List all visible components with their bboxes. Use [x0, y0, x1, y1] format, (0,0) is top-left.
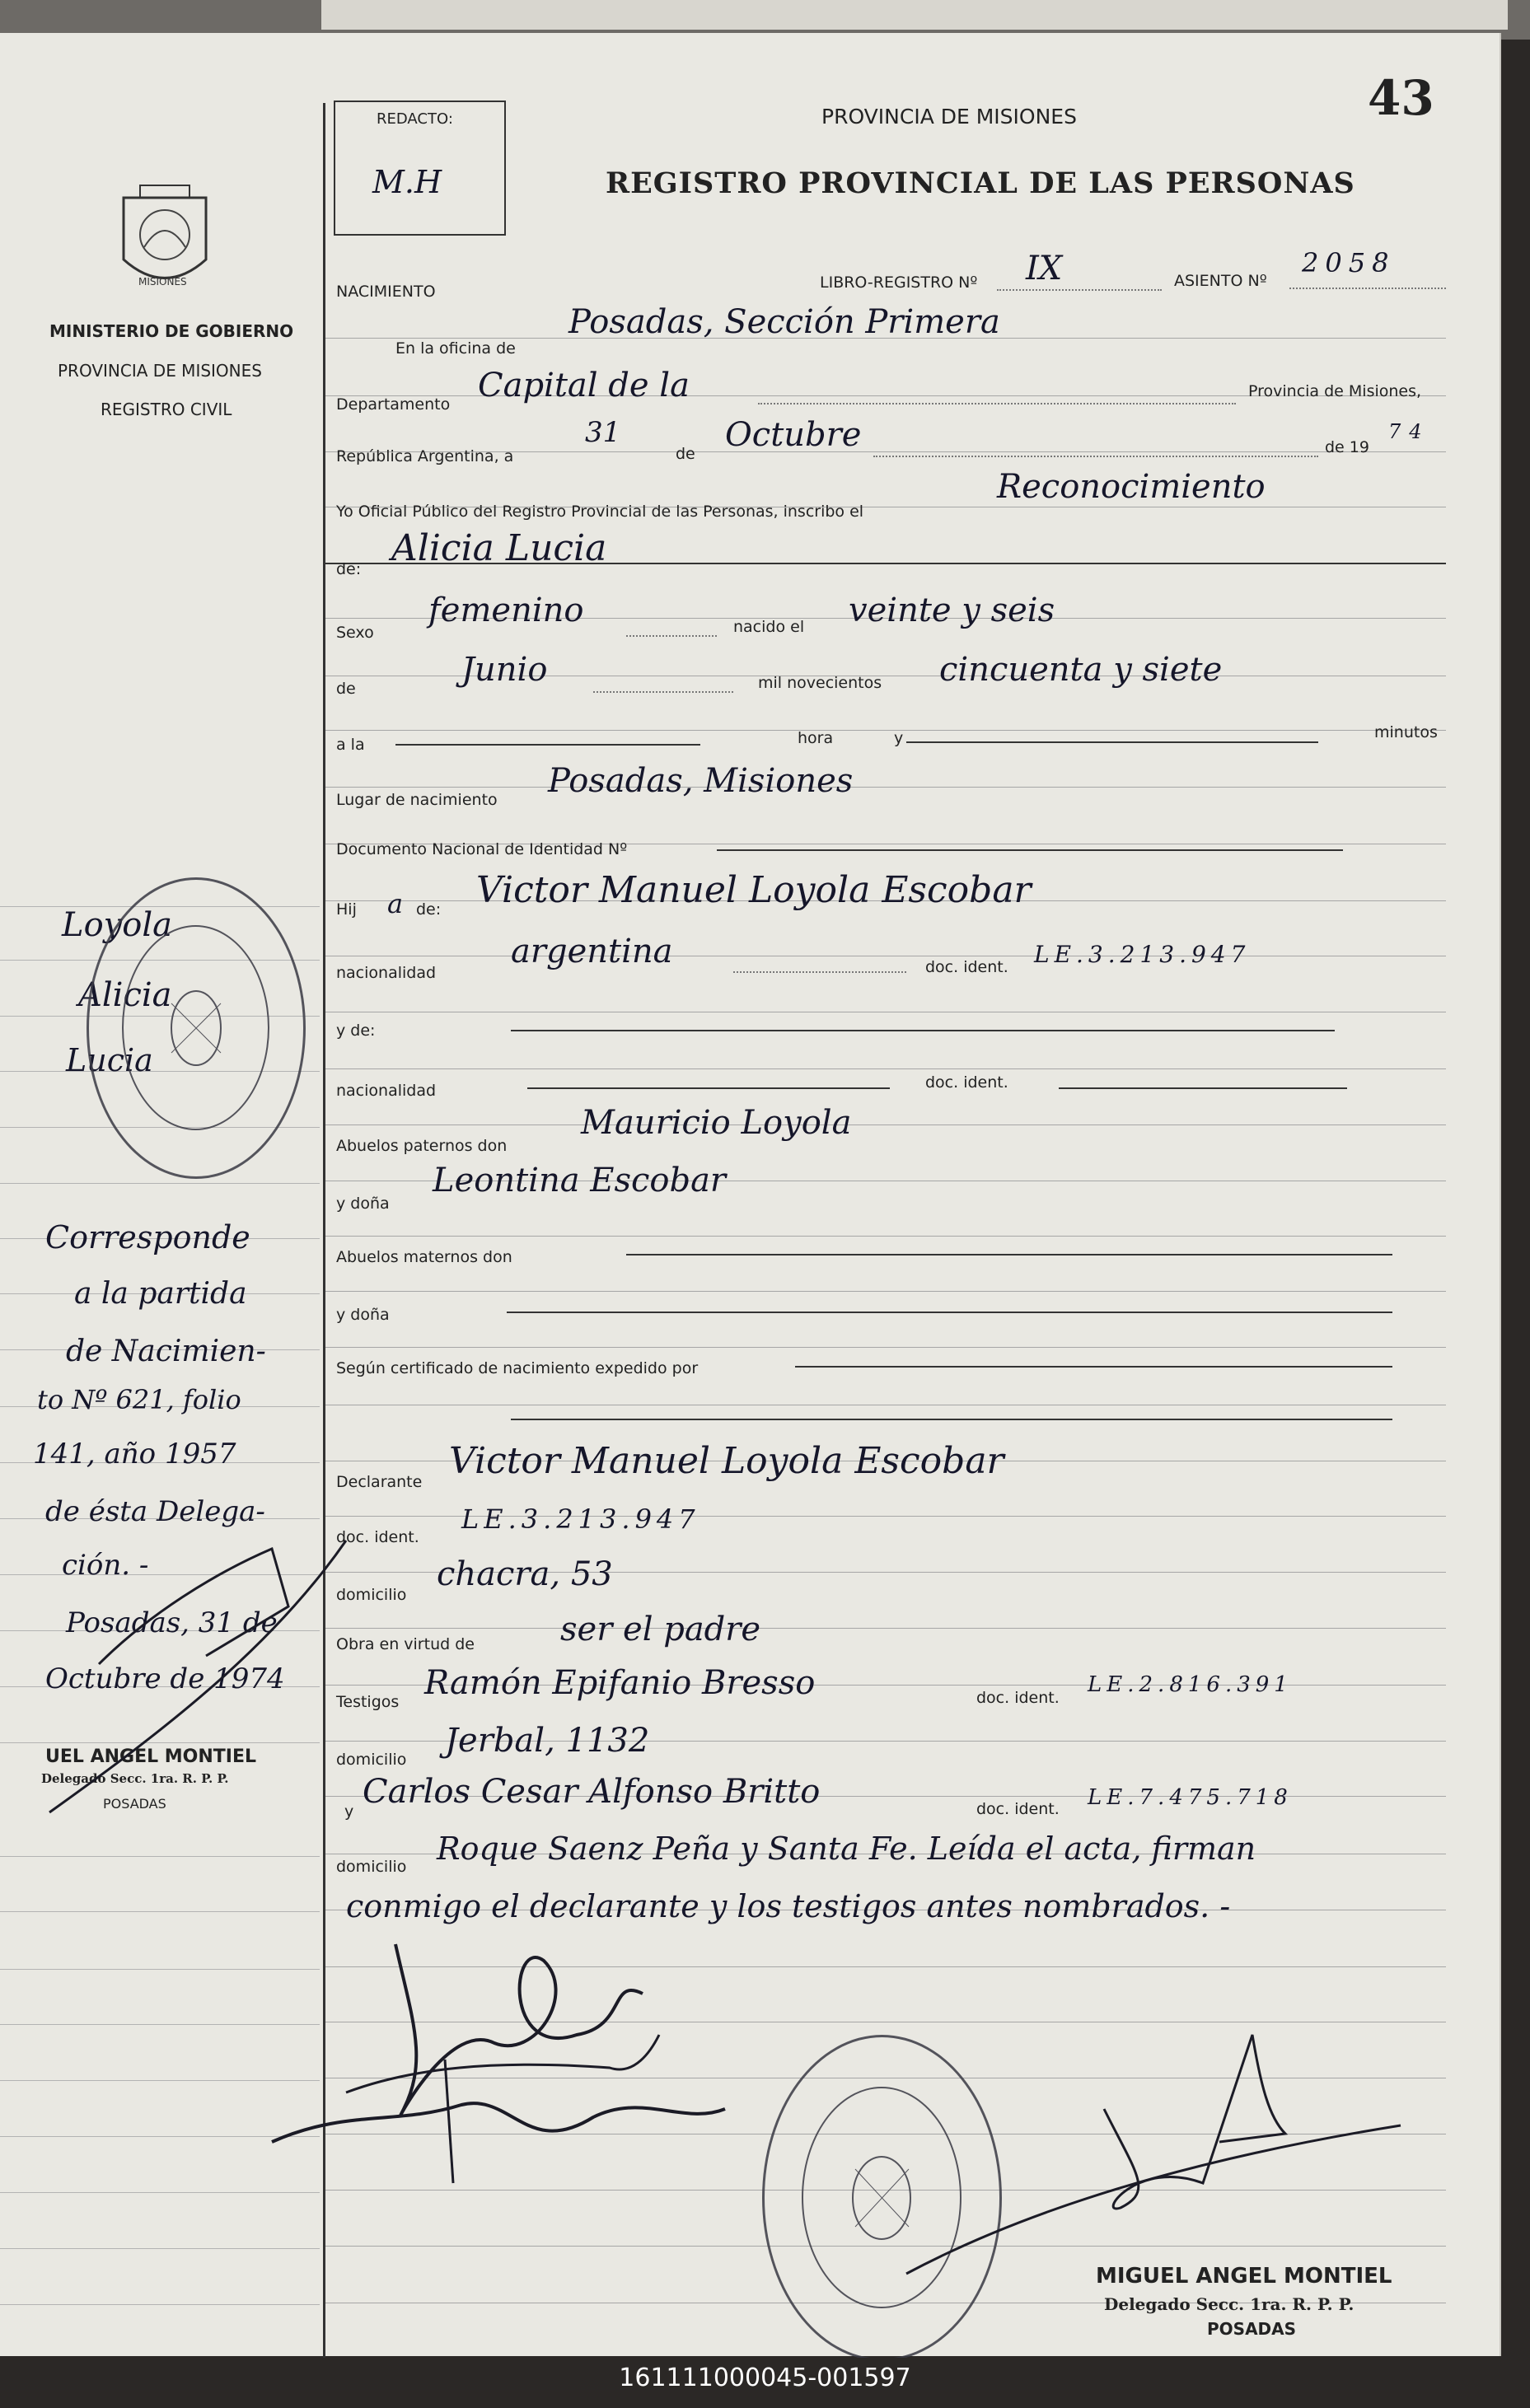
minutos-label: minutos	[1374, 723, 1438, 741]
nombre-value: Alicia Lucia	[391, 527, 607, 569]
obra-value: ser el padre	[560, 1611, 761, 1648]
dni-line	[717, 849, 1343, 851]
margin-line-2: Alicia	[78, 976, 172, 1014]
hij-suffix: a	[387, 888, 404, 919]
hora-label: hora	[798, 729, 834, 747]
abuelos-mat-label: Abuelos maternos don	[336, 1248, 512, 1266]
t2-doc-value: LE.7.475.718	[1088, 1785, 1293, 1810]
redacto-label: REDACTO:	[377, 110, 453, 128]
abuelos-mat-line	[626, 1254, 1392, 1255]
oficina-label: En la oficina de	[395, 339, 516, 358]
departamento-label: Departamento	[336, 395, 451, 414]
margin-stamp	[87, 877, 306, 1179]
yde-label: y de:	[336, 1022, 376, 1040]
hora-line	[395, 744, 700, 746]
mes-nac-value: Junio	[461, 651, 548, 689]
hij-label: Hij	[336, 900, 357, 919]
t1-dom-label: domicilio	[336, 1751, 407, 1769]
ministry-label: MINISTERIO DE GOBIERNO	[49, 321, 294, 341]
anio-value: 74	[1388, 420, 1430, 443]
asiento-label: ASIENTO Nº	[1174, 272, 1267, 290]
margin-line-3: Lucia	[66, 1042, 153, 1078]
republica-label: República Argentina, a	[336, 447, 514, 465]
margin-line-6: de Nacimien-	[66, 1335, 266, 1368]
doc2-label: doc. ident.	[925, 1073, 1008, 1092]
declarante-label: Declarante	[336, 1473, 423, 1491]
registry-heading: REGISTRO PROVINCIAL DE LAS PERSONAS	[606, 166, 1355, 200]
lugar-value: Posadas, Misiones	[548, 762, 854, 800]
sexo-dots	[626, 634, 717, 637]
margin-line-5: a la partida	[74, 1277, 247, 1311]
mes-dots	[873, 455, 1318, 457]
madre-line	[511, 1030, 1335, 1031]
obra-label: Obra en virtud de	[336, 1635, 475, 1653]
departamento-value: Capital de la	[478, 367, 690, 404]
margin-line-12: Octubre de 1974	[45, 1662, 285, 1695]
anio-prefix: de 19	[1325, 438, 1369, 456]
margin-line-8: 141, año 1957	[33, 1438, 236, 1471]
doc-value: LE.3.213.947	[1034, 941, 1251, 968]
mil-label: mil novecientos	[758, 674, 882, 692]
next-page-edge	[321, 0, 1508, 30]
libro-label: LIBRO-REGISTRO Nº	[820, 274, 978, 292]
libro-value: IX	[1026, 250, 1063, 288]
civil-registry-label: REGISTRO CIVIL	[101, 400, 232, 419]
abuelo-pat-value: Mauricio Loyola	[581, 1104, 852, 1142]
redacto-box	[334, 101, 506, 236]
oficial-text: Yo Oficial Público del Registro Provincial de las Personas, inscribo el	[336, 503, 864, 521]
testigo2-value: Carlos Cesar Alfonso Britto	[363, 1773, 821, 1811]
doc-label: doc. ident.	[925, 958, 1008, 976]
margin-rule	[323, 103, 325, 2389]
t2-dom-label: domicilio	[336, 1858, 407, 1876]
t1-dom-value: Jerbal, 1132	[445, 1722, 650, 1760]
declarante-value: Victor Manuel Loyola Escobar	[449, 1440, 1004, 1482]
coat-of-arms-seal	[115, 181, 214, 297]
de3-label: de	[336, 680, 356, 698]
abuelos-pat-label: Abuelos paternos don	[336, 1137, 508, 1155]
lugar-label: Lugar de nacimiento	[336, 791, 498, 809]
nacionalidad-dots	[733, 970, 906, 973]
margin-line-10: ción. -	[62, 1549, 149, 1582]
document-code-footer: 161111000045-001597	[0, 2358, 1530, 2408]
libro-dots	[997, 288, 1162, 291]
bottom-signer-role: Delegado Secc. 1ra. R. P. P.	[1104, 2294, 1355, 2314]
margin-line-4: Corresponde	[45, 1219, 250, 1255]
ydona2-label: y doña	[336, 1306, 390, 1324]
abuela-mat-line	[507, 1312, 1392, 1313]
padre-value: Victor Manuel Loyola Escobar	[476, 869, 1032, 911]
nacionalidad2-label: nacionalidad	[336, 1082, 437, 1100]
domicilio-label: domicilio	[336, 1586, 407, 1604]
doc2-line	[1059, 1087, 1347, 1089]
margin-signer-city: POSADAS	[103, 1796, 166, 1812]
sexo-value: femenino	[428, 591, 584, 629]
acto-value: Reconocimiento	[997, 468, 1266, 506]
redacto-value: M.H	[372, 164, 442, 200]
nacionalidad2-line	[527, 1087, 890, 1089]
nacido-value: veinte y seis	[849, 591, 1055, 629]
margin-signer-role: Delegado Secc. 1ra. R. P. P.	[41, 1771, 229, 1786]
t1-doc-label: doc. ident.	[976, 1689, 1060, 1707]
bottom-signer-name: MIGUEL ANGEL MONTIEL	[1096, 2264, 1392, 2289]
margin-line-7: to Nº 621, folio	[37, 1384, 241, 1415]
nacionalidad-value: argentina	[511, 933, 673, 970]
anio-nac-value: cincuenta y siete	[939, 651, 1223, 689]
testigo1-value: Ramón Epifanio Bresso	[424, 1664, 816, 1702]
asiento-value: 2058	[1302, 247, 1396, 278]
decl-doc-label: doc. ident.	[336, 1528, 419, 1546]
dni-label: Documento Nacional de Identidad Nº	[336, 840, 628, 858]
segun-line	[795, 1366, 1392, 1368]
testigos-label: Testigos	[336, 1693, 400, 1711]
t1-doc-value: LE.2.816.391	[1088, 1672, 1293, 1697]
bottom-stamp	[762, 2035, 1002, 2361]
de2-label: de:	[336, 560, 362, 578]
y-label: y	[894, 729, 904, 747]
mes-value: Octubre	[725, 416, 862, 454]
y2-label: y	[344, 1802, 354, 1821]
hij-de-label: de:	[416, 900, 442, 919]
margin-line-11: Posadas, 31 de	[66, 1606, 278, 1639]
t2-doc-label: doc. ident.	[976, 1800, 1060, 1818]
ydona-label: y doña	[336, 1195, 390, 1213]
margin-line-1: Loyola	[62, 906, 172, 944]
nacido-label: nacido el	[733, 618, 805, 636]
document-page	[0, 33, 1501, 2356]
sexo-label: Sexo	[336, 624, 374, 642]
nacionalidad-label: nacionalidad	[336, 964, 437, 982]
page-number: 43	[1368, 70, 1434, 126]
abuela-pat-value: Leontina Escobar	[433, 1162, 727, 1199]
province-heading: PROVINCIA DE MISIONES	[821, 105, 1077, 129]
de-label: de	[676, 445, 695, 463]
t2-dom-value: Roque Saenz Peña y Santa Fe. Leída el acta, firman	[437, 1831, 1256, 1867]
ala-label: a la	[336, 736, 365, 754]
dia-value: 31	[585, 416, 621, 449]
mes-nac-dots	[593, 690, 733, 693]
margin-signer-name: UEL ANGEL MONTIEL	[45, 1746, 257, 1767]
oficina-value: Posadas, Sección Primera	[568, 303, 1000, 341]
margin-line-9: de ésta Delega-	[45, 1495, 265, 1528]
asiento-dots	[1289, 287, 1446, 289]
bottom-signer-city: POSADAS	[1207, 2319, 1297, 2339]
left-province-label: PROVINCIA DE MISIONES	[58, 361, 262, 381]
segun-label: Según certificado de nacimiento expedido por	[336, 1359, 699, 1377]
decl-doc-value: LE.3.213.947	[461, 1503, 700, 1535]
minutos-line	[906, 741, 1318, 743]
segun-line-2	[511, 1419, 1392, 1420]
seal-label: MISIONES	[138, 276, 187, 288]
departamento-dots	[758, 402, 1236, 404]
domicilio-value: chacra, 53	[437, 1555, 613, 1593]
closing-value: conmigo el declarante y los testigos antes nombrados. -	[346, 1888, 1231, 1924]
nacimiento-label: NACIMIENTO	[336, 283, 436, 301]
provincia-suffix: Provincia de Misiones,	[1248, 382, 1422, 400]
